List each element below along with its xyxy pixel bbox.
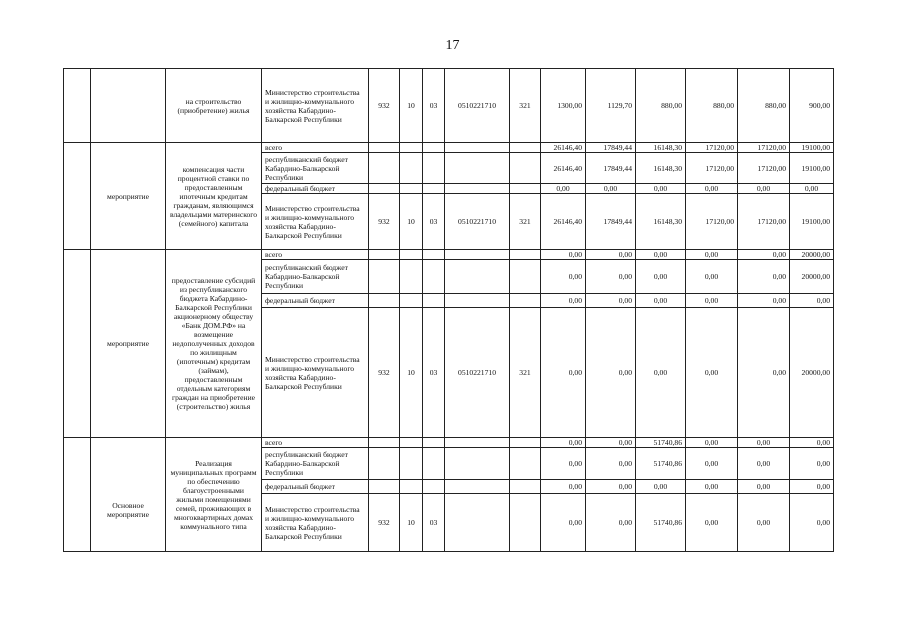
value-cell-4: 0,00	[686, 494, 738, 552]
section-type-cell: мероприятие	[91, 250, 166, 438]
value-cell-4: 880,00	[686, 69, 738, 143]
csr-cell: 0510221710	[445, 194, 510, 250]
pr-cell: 03	[423, 308, 445, 438]
pr-cell: 03	[423, 69, 445, 143]
value-cell-2: 0,00	[586, 480, 636, 494]
vr-cell: 321	[510, 69, 541, 143]
value-cell-5: 0,00	[738, 448, 790, 480]
value-cell-2: 0,00	[586, 308, 636, 438]
value-cell-4: 0,00	[686, 308, 738, 438]
vr-cell	[510, 448, 541, 480]
value-cell-3: 0,00	[636, 184, 686, 194]
value-cell-4: 0,00	[686, 294, 738, 308]
funding-source-cell: федеральный бюджет	[262, 480, 369, 494]
section-blank-cell	[64, 69, 91, 143]
rz-cell	[400, 294, 423, 308]
value-cell-3: 16148,30	[636, 153, 686, 184]
value-cell-3: 16148,30	[636, 194, 686, 250]
value-cell-4: 0,00	[686, 448, 738, 480]
funding-source-cell: федеральный бюджет	[262, 184, 369, 194]
pr-cell	[423, 153, 445, 184]
grbs-cell	[369, 294, 400, 308]
csr-cell	[445, 143, 510, 153]
section-type-cell	[91, 69, 166, 143]
value-cell-4: 0,00	[686, 184, 738, 194]
budget-table-body	[64, 69, 834, 552]
pr-cell	[423, 294, 445, 308]
pr-cell: 03	[423, 494, 445, 552]
funding-source-cell: федеральный бюджет	[262, 294, 369, 308]
grbs-cell	[369, 448, 400, 480]
grbs-cell	[369, 250, 400, 260]
value-cell-1: 0,00	[541, 438, 586, 448]
value-cell-5: 17120,00	[738, 194, 790, 250]
funding-source-cell: всего	[262, 438, 369, 448]
value-cell-5: 0,00	[738, 294, 790, 308]
rz-cell: 10	[400, 194, 423, 250]
value-cell-4: 0,00	[686, 250, 738, 260]
value-cell-6: 19100,00	[790, 143, 834, 153]
funding-source-cell: республиканский бюджет Кабардино-Балкарской Республики	[262, 260, 369, 294]
value-cell-1: 0,00	[541, 308, 586, 438]
csr-cell: 0510221710	[445, 69, 510, 143]
rz-cell	[400, 153, 423, 184]
value-cell-6: 20000,00	[790, 308, 834, 438]
grbs-cell	[369, 153, 400, 184]
csr-cell	[445, 184, 510, 194]
value-cell-6: 20000,00	[790, 250, 834, 260]
value-cell-5: 17120,00	[738, 143, 790, 153]
value-cell-3: 16148,30	[636, 143, 686, 153]
value-cell-6: 0,00	[790, 448, 834, 480]
value-cell-3: 51740,86	[636, 448, 686, 480]
grbs-cell	[369, 438, 400, 448]
value-cell-3: 51740,86	[636, 494, 686, 552]
value-cell-1: 0,00	[541, 250, 586, 260]
section-name-cell: компенсация части процентной ставки по предоставленным ипотечным кредитам гражданам, являющимся владельцами материнского (семейного) капитала	[166, 143, 262, 250]
table-row	[64, 438, 834, 448]
section-name-cell: Реализация муниципальных программ по обеспечению благоустроенными жилыми помещениями семей, проживающих в многоквартирных домах коммунального типа	[166, 438, 262, 552]
funding-source-cell: Министерство строительства и жилищно-коммунального хозяйства Кабардино-Балкарской Республики	[262, 308, 369, 438]
pr-cell	[423, 250, 445, 260]
rz-cell	[400, 260, 423, 294]
value-cell-1: 0,00	[541, 294, 586, 308]
table-row	[64, 69, 834, 143]
value-cell-3: 0,00	[636, 294, 686, 308]
value-cell-5: 0,00	[738, 438, 790, 448]
page-number: 17	[445, 38, 460, 53]
value-cell-6: 0,00	[790, 438, 834, 448]
value-cell-3: 0,00	[636, 480, 686, 494]
rz-cell	[400, 480, 423, 494]
value-cell-5: 880,00	[738, 69, 790, 143]
section-name-cell: на строительство (приобретение) жилья	[166, 69, 262, 143]
rz-cell: 10	[400, 494, 423, 552]
vr-cell	[510, 438, 541, 448]
value-cell-1: 0,00	[541, 494, 586, 552]
value-cell-6: 19100,00	[790, 153, 834, 184]
value-cell-2: 17849,44	[586, 143, 636, 153]
value-cell-1: 0,00	[541, 480, 586, 494]
pr-cell	[423, 260, 445, 294]
csr-cell	[445, 294, 510, 308]
pr-cell	[423, 438, 445, 448]
csr-cell	[445, 480, 510, 494]
vr-cell	[510, 250, 541, 260]
grbs-cell	[369, 260, 400, 294]
value-cell-4: 0,00	[686, 480, 738, 494]
rz-cell: 10	[400, 69, 423, 143]
value-cell-6: 20000,00	[790, 260, 834, 294]
value-cell-3: 0,00	[636, 250, 686, 260]
csr-cell	[445, 260, 510, 294]
value-cell-2: 0,00	[586, 260, 636, 294]
pr-cell	[423, 448, 445, 480]
value-cell-5: 0,00	[738, 480, 790, 494]
grbs-cell	[369, 480, 400, 494]
funding-source-cell: республиканский бюджет Кабардино-Балкарской Республики	[262, 448, 369, 480]
value-cell-5: 0,00	[738, 260, 790, 294]
value-cell-5: 0,00	[738, 494, 790, 552]
section-name-cell: предоставление субсидий из республиканского бюджета Кабардино-Балкарской Республики акционерному обществу «Банк ДОМ.РФ» на возмещение недополученных доходов по жилищным (ипотечным) кредитам (займам), предоставленным отдельным категориям граждан на приобретение (строительство) жилья	[166, 250, 262, 438]
value-cell-1: 1300,00	[541, 69, 586, 143]
value-cell-1: 0,00	[541, 184, 586, 194]
funding-source-cell: всего	[262, 143, 369, 153]
budget-table	[63, 68, 834, 552]
csr-cell: 0510221710	[445, 308, 510, 438]
funding-source-cell: Министерство строительства и жилищно-коммунального хозяйства Кабардино-Балкарской Республики	[262, 494, 369, 552]
value-cell-2: 0,00	[586, 294, 636, 308]
value-cell-5: 0,00	[738, 308, 790, 438]
csr-cell	[445, 250, 510, 260]
value-cell-4: 0,00	[686, 438, 738, 448]
vr-cell	[510, 184, 541, 194]
pr-cell	[423, 480, 445, 494]
grbs-cell	[369, 143, 400, 153]
funding-source-cell: Министерство строительства и жилищно-коммунального хозяйства Кабардино-Балкарской Республики	[262, 194, 369, 250]
section-type-cell: Основное мероприятие	[91, 438, 166, 552]
table-row	[64, 143, 834, 153]
value-cell-2: 0,00	[586, 494, 636, 552]
section-type-cell: мероприятие	[91, 143, 166, 250]
csr-cell	[445, 494, 510, 552]
value-cell-4: 17120,00	[686, 194, 738, 250]
vr-cell	[510, 260, 541, 294]
value-cell-6: 0,00	[790, 480, 834, 494]
value-cell-3: 0,00	[636, 260, 686, 294]
csr-cell	[445, 448, 510, 480]
pr-cell	[423, 143, 445, 153]
table-row	[64, 250, 834, 260]
section-blank-cell	[64, 143, 91, 250]
vr-cell	[510, 153, 541, 184]
value-cell-1: 0,00	[541, 260, 586, 294]
csr-cell	[445, 153, 510, 184]
value-cell-2: 17849,44	[586, 153, 636, 184]
section-blank-cell	[64, 438, 91, 552]
value-cell-4: 17120,00	[686, 143, 738, 153]
value-cell-1: 26146,40	[541, 143, 586, 153]
csr-cell	[445, 438, 510, 448]
funding-source-cell: Министерство строительства и жилищно-коммунального хозяйства Кабардино-Балкарской Республики	[262, 69, 369, 143]
vr-cell: 321	[510, 308, 541, 438]
rz-cell	[400, 184, 423, 194]
vr-cell	[510, 480, 541, 494]
value-cell-5: 0,00	[738, 250, 790, 260]
rz-cell: 10	[400, 308, 423, 438]
pr-cell	[423, 184, 445, 194]
value-cell-6: 0,00	[790, 494, 834, 552]
grbs-cell: 932	[369, 69, 400, 143]
vr-cell	[510, 494, 541, 552]
value-cell-3: 51740,86	[636, 438, 686, 448]
value-cell-5: 17120,00	[738, 153, 790, 184]
value-cell-6: 19100,00	[790, 194, 834, 250]
vr-cell: 321	[510, 194, 541, 250]
value-cell-1: 0,00	[541, 448, 586, 480]
rz-cell	[400, 250, 423, 260]
value-cell-4: 0,00	[686, 260, 738, 294]
value-cell-6: 0,00	[790, 184, 834, 194]
rz-cell	[400, 143, 423, 153]
section-blank-cell	[64, 250, 91, 438]
grbs-cell: 932	[369, 194, 400, 250]
vr-cell	[510, 294, 541, 308]
value-cell-2: 0,00	[586, 438, 636, 448]
value-cell-1: 26146,40	[541, 153, 586, 184]
value-cell-3: 0,00	[636, 308, 686, 438]
value-cell-2: 0,00	[586, 448, 636, 480]
value-cell-6: 900,00	[790, 69, 834, 143]
grbs-cell: 932	[369, 494, 400, 552]
value-cell-2: 1129,70	[586, 69, 636, 143]
rz-cell	[400, 448, 423, 480]
value-cell-2: 0,00	[586, 184, 636, 194]
value-cell-1: 26146,40	[541, 194, 586, 250]
funding-source-cell: республиканский бюджет Кабардино-Балкарской Республики	[262, 153, 369, 184]
pr-cell: 03	[423, 194, 445, 250]
rz-cell	[400, 438, 423, 448]
vr-cell	[510, 143, 541, 153]
funding-source-cell: всего	[262, 250, 369, 260]
value-cell-6: 0,00	[790, 294, 834, 308]
value-cell-3: 880,00	[636, 69, 686, 143]
value-cell-2: 17849,44	[586, 194, 636, 250]
grbs-cell: 932	[369, 308, 400, 438]
grbs-cell	[369, 184, 400, 194]
value-cell-5: 0,00	[738, 184, 790, 194]
value-cell-2: 0,00	[586, 250, 636, 260]
value-cell-4: 17120,00	[686, 153, 738, 184]
